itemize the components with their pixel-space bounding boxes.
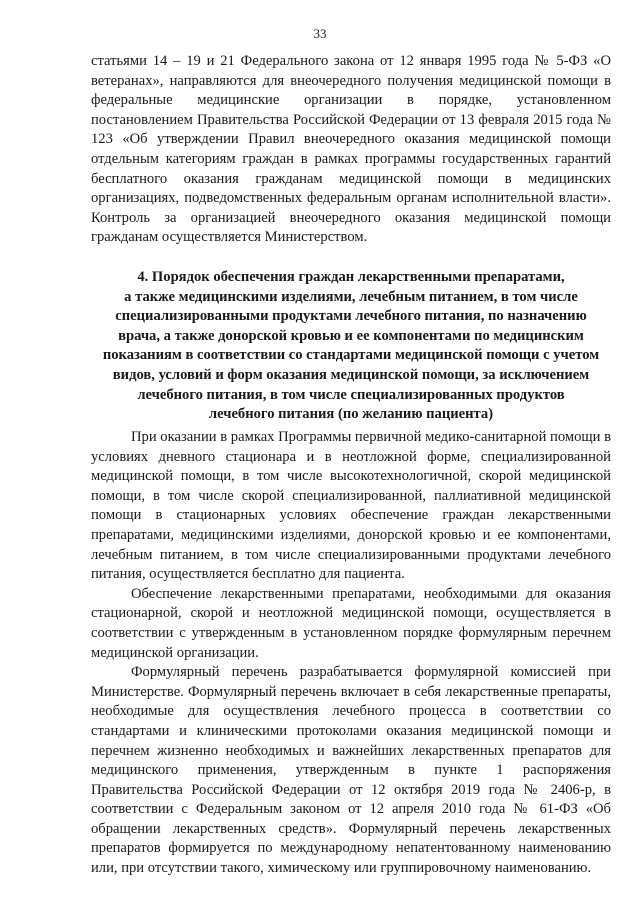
- section-heading-line: видов, условий и форм оказания медицинской помощи, за исключением: [112, 366, 590, 383]
- section-heading-line: специализированными продуктами лечебного питания, по назначению: [115, 308, 587, 325]
- continuation-paragraph: статьями 14 – 19 и 21 Федерального закона от 12 января 1995 года № 5-ФЗ «О ветеранах», направляются для внеочередного получения медицинской помощи в федеральные медицинские организации в порядке, установленном постановлением Правительства Российской Федерации от 13 февраля 2015 года № 123 «Об утверждении Правил внеочередного оказания медицинской помощи отдельным категориям граждан в рамках программы государственных гарантий бесплатного оказания гражданам медицинской помощи в медицинских организациях, подведомственных федеральным органам исполнительной власти». Контроль за организацией внеочередного оказания медицинской помощи гражданам осуществляется Министерством.: [91, 53, 611, 246]
- body-paragraph: Обеспечение лекарственными препаратами, необходимыми для оказания стационарной, скорой и неотложной медицинской помощи, осуществляется в соответствии с утвержденным в установленном порядке формулярным перечнем медицинской организации.: [91, 585, 611, 661]
- section-body: [91, 428, 611, 879]
- section-heading: [91, 268, 611, 425]
- section-heading-line: показаниям в соответствии со стандартами медицинской помощи с учетом: [102, 347, 600, 364]
- continuation-paragraph-block: [91, 52, 611, 248]
- page-number: 33: [313, 26, 327, 41]
- section-heading-line: лечебного питания (по желанию пациента): [208, 406, 494, 423]
- body-paragraph: Формулярный перечень разрабатывается формулярной комиссией при Министерстве. Формулярный перечень включает в себя лекарственные препараты, необходимые для осуществления лечебного процесса в соответствии со стандартами и клиническими протоколами оказания медицинской помощи и перечнем жизненно необходимых и важнейших лекарственных препаратов для медицинского применения, утвержденным в пункте 1 распоряжения Правительства Российской Федерации от 12 октября 2019 года № 2406-р, в соответствии с Федеральным законом от 12 апреля 2010 года № 61-ФЗ «Об обращении лекарственных средств». Формулярный перечень лекарственных препаратов формируется по международному непатентованному наименованию или, при отсутствии такого, химическому или группировочному наименованию.: [91, 664, 611, 877]
- body-paragraph: При оказании в рамках Программы первичной медико-санитарной помощи в условиях дневного стационара и в неотложной форме, специализированной медицинской помощи, в том числе высокотехнологичной, скорой медицинской помощи, в том числе скорой специализированной, паллиативной медицинской помощи в стационарных условиях обеспечение граждан лекарственными препаратами, медицинскими изделиями, донорской кровью и ее компонентами, лечебным питанием, в том числе специализированными продуктами лечебного питания, осуществляется бесплатно для пациента.: [91, 429, 611, 583]
- section-heading-line: 4. Порядок обеспечения граждан лекарственными препаратами,: [137, 269, 565, 285]
- section-heading-line: а также медицинскими изделиями, лечебным питанием, в том числе: [124, 288, 578, 305]
- section-heading-line: лечебного питания, в том числе специализированных продуктов: [137, 386, 565, 403]
- section-heading-line: врача, а также донорской кровью и ее компонентами по медицинским: [118, 327, 584, 344]
